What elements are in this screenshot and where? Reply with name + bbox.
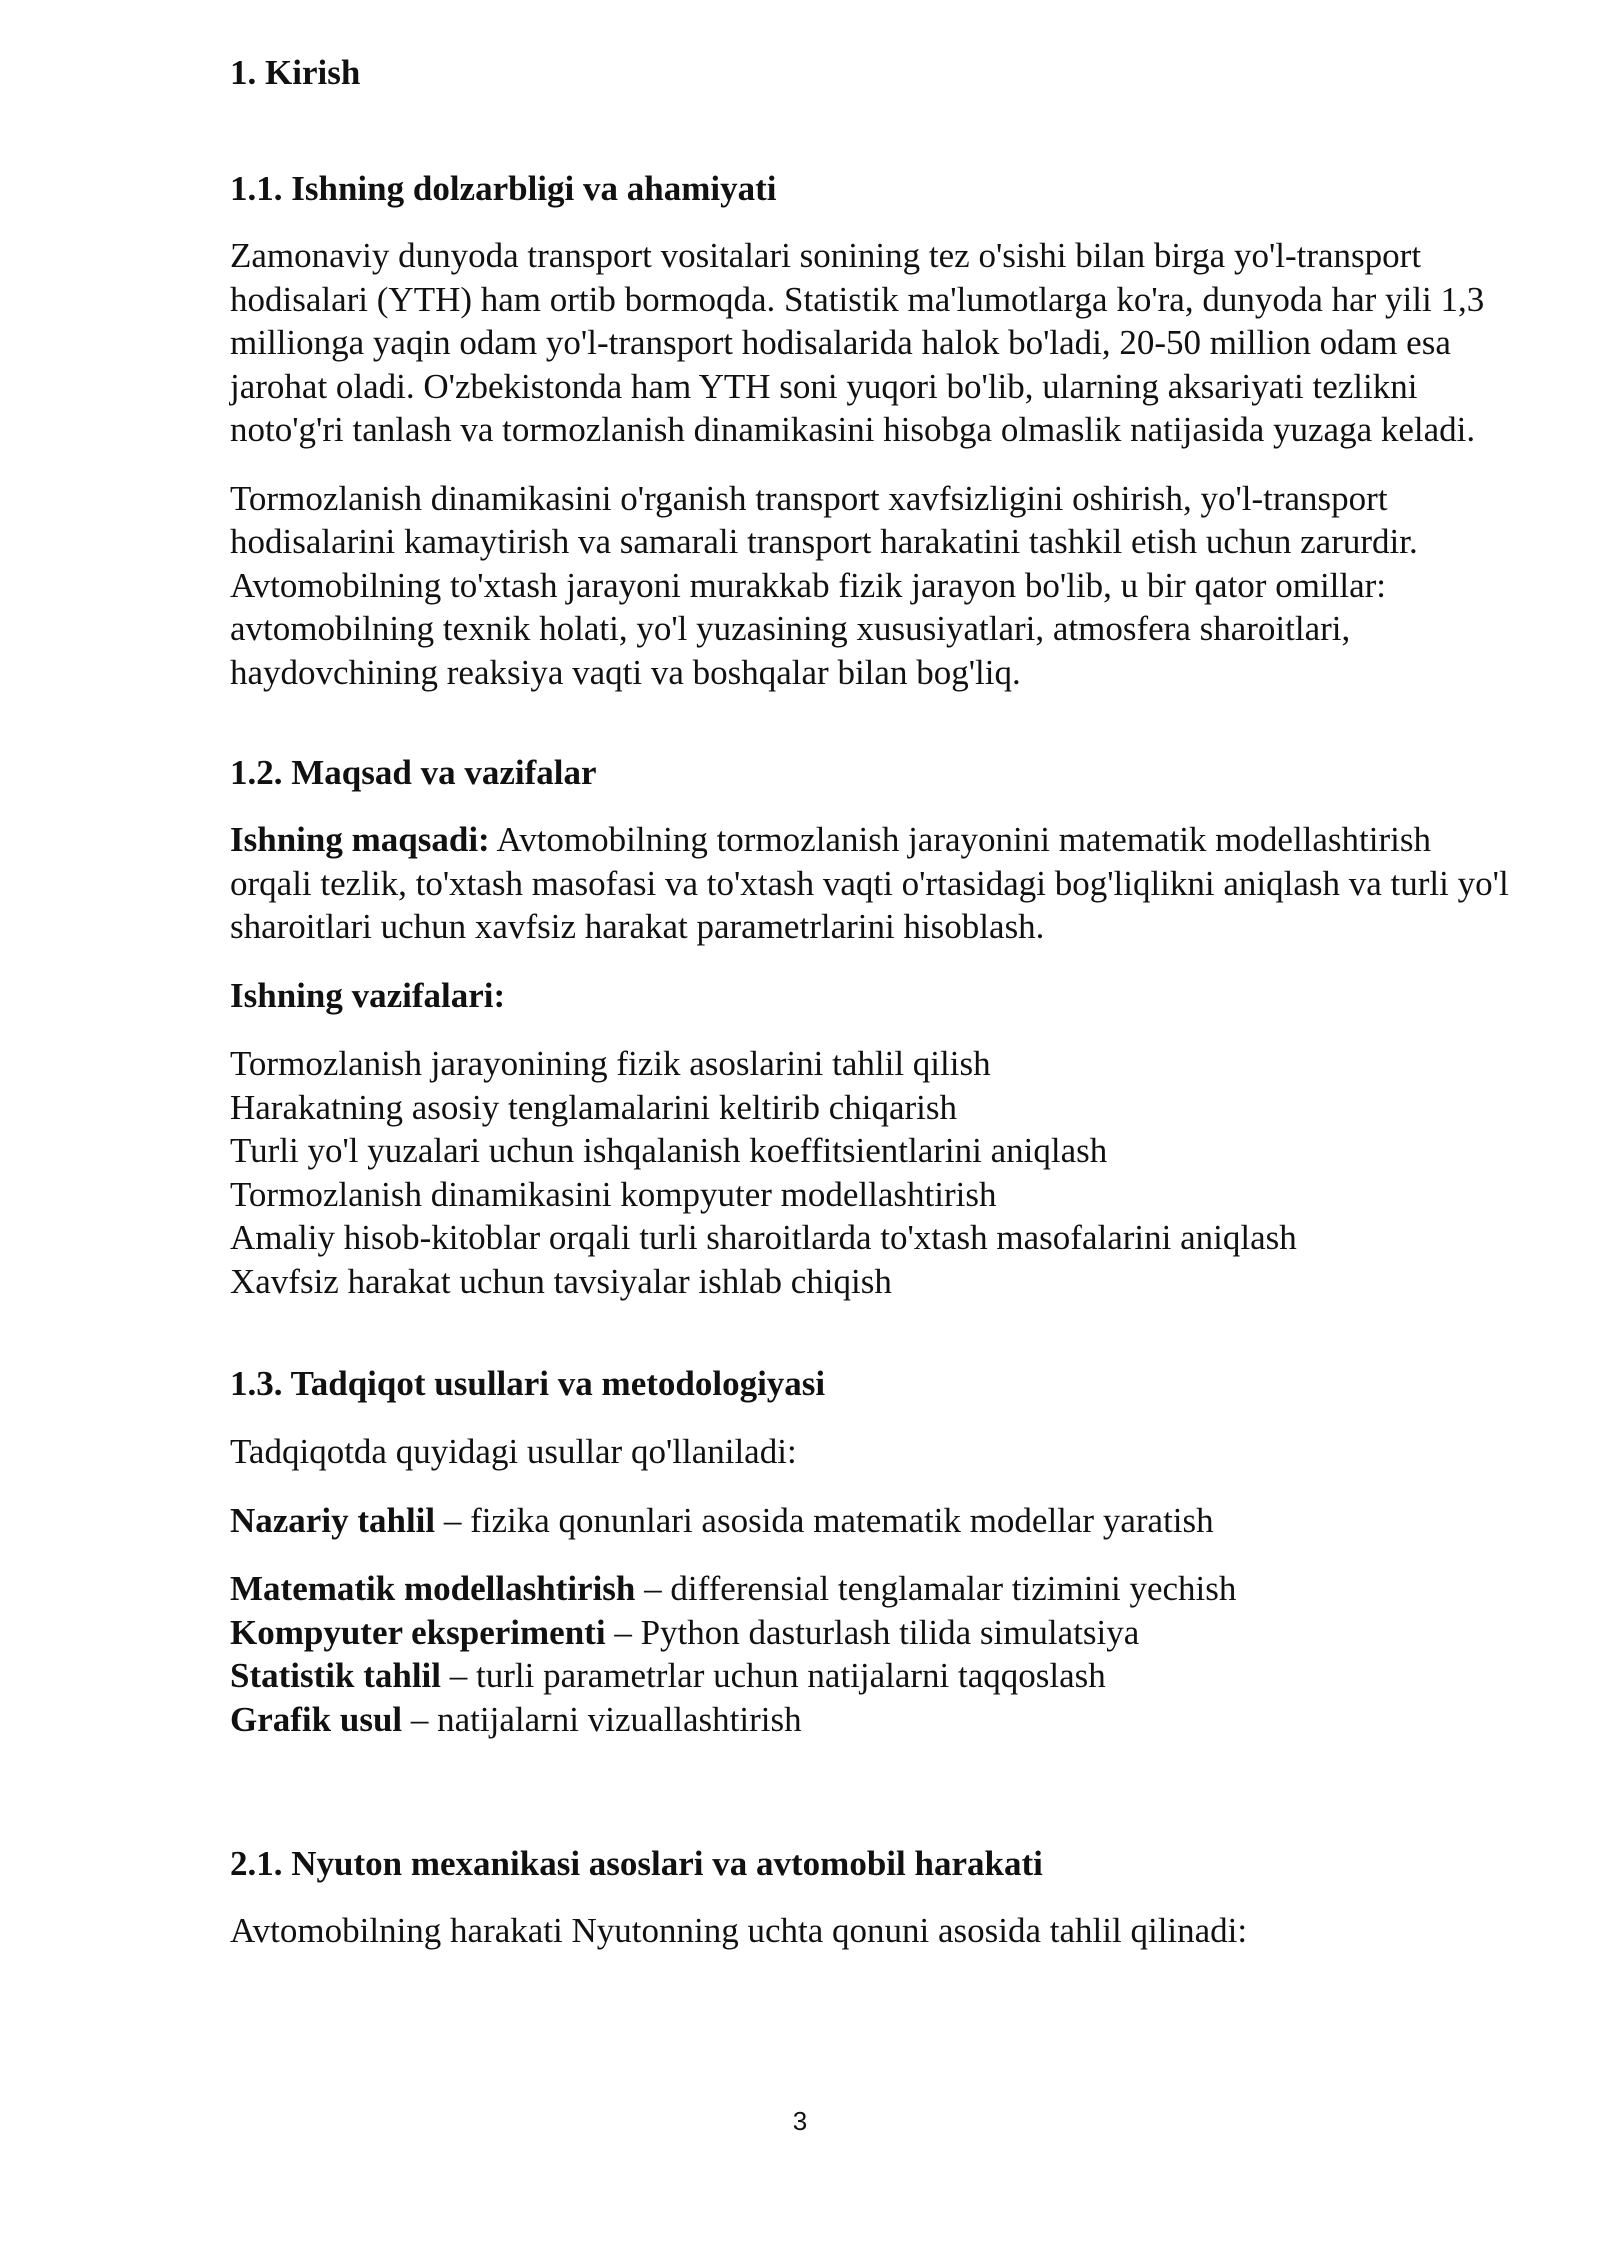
list-item: Harakatning asosiy tenglamalarini keltirib chiqarish (230, 1087, 958, 1127)
method-text: – Python dasturlash tilida simulatsiya (605, 1612, 1140, 1652)
page-number: 3 (792, 2106, 808, 2136)
goal-paragraph (230, 818, 1510, 949)
method-theory (230, 1499, 1510, 1543)
section-title-1-3: 1.3. Tadqiqot usullari va metodologiyasi (230, 1364, 826, 1403)
section-title-1-2: 1.2. Maqsad va vazifalar (230, 753, 597, 792)
method-label: Nazariy tahlil (230, 1500, 436, 1540)
list-item: Turli yo'l yuzalari uchun ishqalanish koeffitsientlarini aniqlash (230, 1131, 1108, 1170)
document-page (230, 52, 1510, 1953)
list-item: Tormozlanish jarayonining fizik asoslarini tahlil qilish (230, 1044, 991, 1083)
method-text: – turli parametrlar uchun natijalarni taqqoslash (441, 1656, 1106, 1695)
methods-intro: Tadqiqotda quyidagi usullar qo'llaniladi: (230, 1432, 797, 1471)
list-item: Xavfsiz harakat uchun tavsiyalar ishlab chiqish (230, 1261, 892, 1301)
section-title-kirish: 1. Kirish (230, 53, 361, 92)
method-text: – natijalarni vizuallashtirish (402, 1699, 802, 1739)
list-item (230, 1611, 1510, 1655)
tasks-label: Ishning vazifalari: (230, 975, 506, 1015)
section-title-1-1: 1.1. Ishning dolzarbligi va ahamiyati (230, 169, 777, 208)
list-item: Amaliy hisob-kitoblar orqali turli sharoitlarda to'xtash masofalarini aniqlash (230, 1218, 1297, 1257)
method-label: Statistik tahlil (230, 1656, 442, 1695)
list-item: Tormozlanish dinamikasini kompyuter modellashtirish (230, 1174, 997, 1214)
list-item (230, 1698, 1510, 1742)
method-text: – differensial tenglamalar tizimini yechish (635, 1569, 1237, 1608)
method-label: Matematik modellashtirish (230, 1569, 636, 1608)
method-label: Grafik usul (230, 1699, 403, 1739)
methods-list (230, 1567, 1510, 1741)
list-item (230, 1654, 1510, 1698)
goal-text: Avtomobilning tormozlanish jarayonini matematik modellashtirish orqali tezlik, to'xtash masofasi va to'xtash vaqti o'rtasidagi bog'liqlikni aniqlash va turli yo'l sharoitlari uchun xavfsiz harakat parametrlarini hisoblash. (230, 820, 1509, 946)
method-text: – fizika qonunlari asosida matematik modellar yaratish (435, 1500, 1214, 1540)
paragraph-1-1-a: Zamonaviy dunyoda transport vositalari sonining tez o'sishi bilan birga yo'l-transport hodisalari (YTH) ham ortib bormoqda. Statistik ma'lumotlarga ko'ra, dunyoda har yili 1,3 millionga yaqin odam yo'l-transport hodisalarida halok bo'ladi, 20-50 million odam esa jarohat oladi. O'zbekistonda ham YTH soni yuqori bo'lib, ularning aksariyati tezlikni noto'g'ri tanlash va tormozlanish dinamikasini hisobga olmaslik natijasida yuzaga keladi. (230, 236, 1485, 449)
list-item (230, 1567, 1510, 1611)
tasks-list (230, 1042, 1510, 1303)
method-label: Kompyuter eksperimenti (230, 1612, 606, 1652)
goal-label: Ishning maqsadi: (230, 820, 490, 859)
paragraph-2-1-intro: Avtomobilning harakati Nyutonning uchta qonuni asosida tahlil qilinadi: (230, 1911, 1248, 1950)
section-title-2-1: 2.1. Nyuton mexanikasi asoslari va avtomobil harakati (230, 1844, 1043, 1883)
paragraph-1-1-b: Tormozlanish dinamikasini o'rganish transport xavfsizligini oshirish, yo'l-transport hodisalarini kamaytirish va samarali transport harakatini tashkil etish uchun zarurdir. Avtomobilning to'xtash jarayoni murakkab fizik jarayon bo'lib, u bir qator omillar: avtomobilning texnik holati, yo'l yuzasining xususiyatlari, atmosfera sharoitlari, haydovchining reaksiya vaqti va boshqalar bilan bog'liq. (230, 478, 1418, 692)
